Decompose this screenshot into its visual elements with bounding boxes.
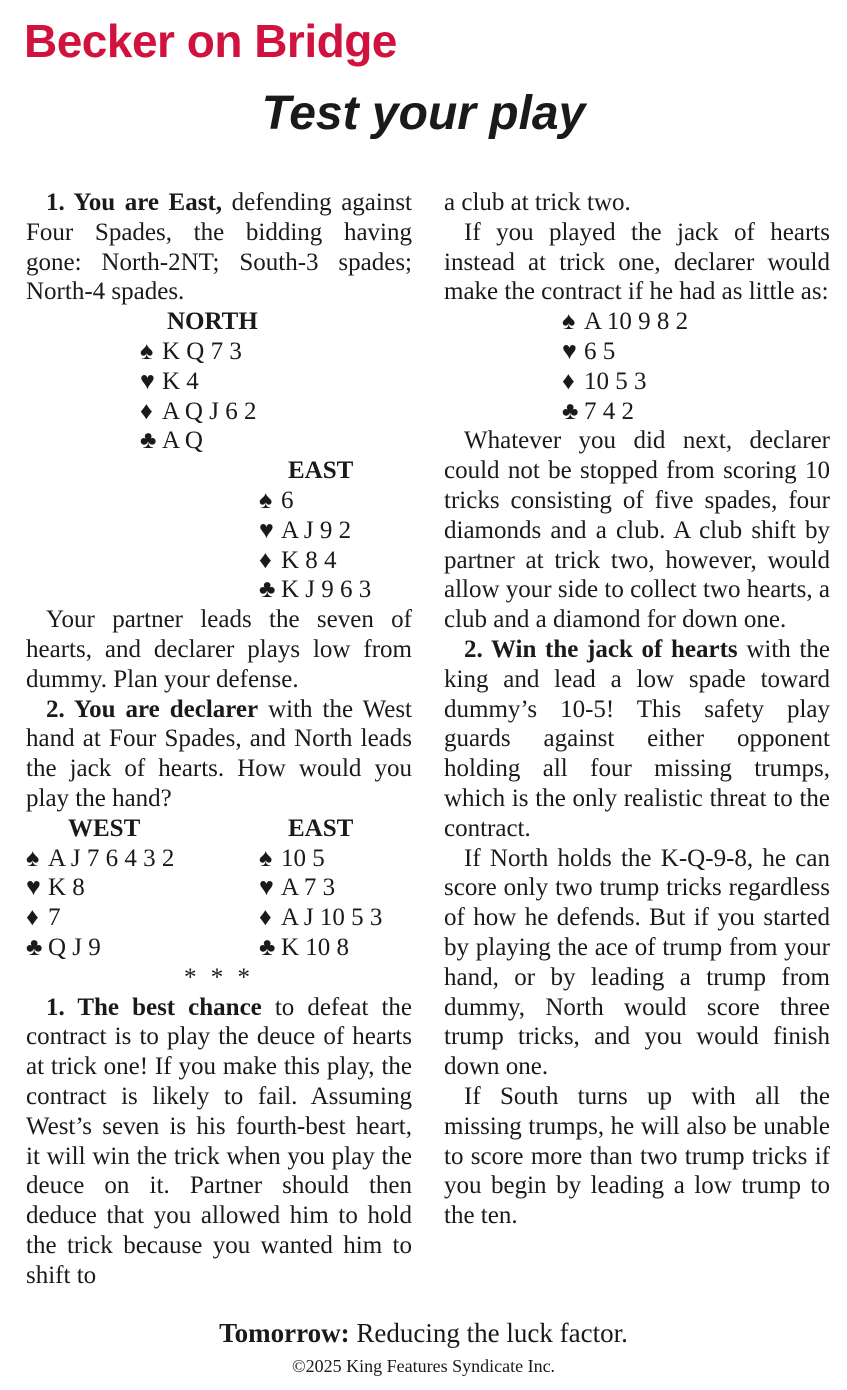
problem-1-text [26,188,412,307]
answer-2-text [444,635,830,844]
east1-clubs-cards: K J 9 6 3 [281,576,372,604]
club-icon: ♣ [140,427,157,455]
south-spades [562,307,830,337]
north-hearts-cards: K 4 [162,367,199,395]
answer-1-alt: If you played the jack of hearts instead at trick one, declarer would make the contract if he had as little as: [444,218,830,306]
tomorrow-text: Reducing the luck factor. [349,1318,628,1348]
west-spades-cards: A J 7 6 4 3 2 [48,844,175,872]
south-clubs [562,397,830,427]
west-hand [26,814,174,963]
diamond-icon: ♦ [259,904,272,932]
problem-2-lead: 2. You are declarer [46,695,259,723]
page-headline: Test your play [261,87,586,140]
heart-icon: ♥ [259,516,274,544]
spade-icon: ♠ [26,844,40,872]
east2-hearts-cards: A 7 3 [281,874,336,902]
east2-spades [259,844,382,874]
problem-2-text [26,695,412,814]
west-hearts [26,873,174,903]
north-diamonds [140,397,412,427]
south-hearts [562,337,830,367]
answer-1-lead: 1. The best chance [46,993,262,1021]
south-spades-cards: A 10 9 8 2 [584,308,689,336]
east2-clubs-cards: K 10 8 [281,933,350,961]
answer-2-north: If North holds the K-Q-9-8, he can score only two trump tricks regardless of how he defends. But if you started by playing the ace of trump from your hand, or by leading a trump from dummy, North would score three trump tricks, and you would finish down one. [444,844,830,1081]
problem-2-body: with the West hand at Four Spades, and North leads the jack of hearts. How would you play the hand? [26,695,412,812]
east2-diamonds-cards: A J 10 5 3 [281,904,383,932]
answer-1-body: to defeat the contract is to play the deuce of hearts at trick one! If you make this play, the contract is likely to fail. Assuming West’s seven is his fourth-best heart, it will win the trick when you play the deuce on it. Partner should then deduce that you allowed him to hold the trick because you wanted him to shift to [26,993,412,1289]
answer-1-continued: a club at trick two. [444,189,631,216]
south-clubs-cards: 7 4 2 [584,397,634,425]
east-hand-1 [259,456,412,605]
spade-icon: ♠ [140,337,154,365]
north-hearts [140,367,412,397]
answer-2-body: with the king and lead a low spade toward dummy’s 10-5! This safety play guards against either opponent holding all four missing trumps, which is the only realistic threat to the contract. [444,635,830,842]
east1-diamonds [259,546,412,576]
east2-hearts [259,873,382,903]
south-diamonds [562,367,830,397]
problem-1-lead: 1. You are East, [46,189,223,216]
north-spades-cards: K Q 7 3 [162,337,242,365]
spade-icon: ♠ [259,844,273,872]
left-column [26,188,412,1291]
east-label-2: EAST [288,814,354,842]
east2-clubs [259,933,382,963]
east1-diamonds-cards: K 8 4 [281,546,337,574]
club-icon: ♣ [259,576,276,604]
club-icon: ♣ [26,933,43,961]
tomorrow-label: Tomorrow: [219,1318,350,1348]
club-icon: ♣ [562,397,579,425]
north-spades [140,337,412,367]
west-spades [26,844,174,874]
answer-1-conclusion: Whatever you did next, declarer could not be stopped from scoring 10 tricks consisting of five spades, four diamonds and a club. A club shift by partner at trick two, however, would allow your side to collect two hearts, a club and a diamond for down one. [444,427,830,634]
east1-clubs [259,575,412,605]
west-diamonds-cards: 7 [48,904,61,932]
club-icon: ♣ [259,933,276,961]
west-diamonds [26,903,174,933]
south-diamonds-cards: 10 5 3 [584,367,647,395]
heart-icon: ♥ [259,874,274,902]
east2-spades-cards: 10 5 [281,844,325,872]
east1-hearts [259,516,412,546]
west-clubs [26,933,174,963]
west-clubs-cards: Q J 9 [48,933,101,961]
answer-2-lead: 2. Win the jack of hearts [464,635,738,663]
diamond-icon: ♦ [140,397,153,425]
north-clubs-cards: A Q [162,427,203,455]
east1-spades [259,486,412,516]
spade-icon: ♠ [259,486,273,514]
south-hand [562,307,830,426]
diamond-icon: ♦ [259,546,272,574]
west-east-hands [26,814,412,963]
tomorrow-teaser [0,1318,847,1349]
east2-diamonds [259,903,382,933]
south-hearts-cards: 6 5 [584,337,616,365]
east1-hearts-cards: A J 9 2 [281,516,352,544]
north-diamonds-cards: A Q J 6 2 [162,397,257,425]
right-column [444,188,830,1231]
diamond-icon: ♦ [562,367,575,395]
spade-icon: ♠ [562,308,576,336]
north-clubs [140,426,412,456]
east-hand-2 [259,814,382,963]
problem-1-question: Your partner leads the seven of hearts, and declarer plays low from dummy. Plan your defense. [26,606,412,693]
east-label-1: EAST [288,457,354,485]
heart-icon: ♥ [26,874,41,902]
copyright: ©2025 King Features Syndicate Inc. [291,1356,556,1376]
east1-spades-cards: 6 [281,486,294,514]
north-hand [140,307,412,456]
brand-title: Becker on Bridge [24,15,397,67]
west-label: WEST [68,814,141,842]
answer-1-text [26,993,412,1291]
north-label: NORTH [167,308,258,336]
answer-2-south: If South turns up with all the missing trumps, he will also be unable to score more than two trump tricks if you begin by leading a low trump to the ten. [444,1082,830,1230]
west-hearts-cards: K 8 [48,874,85,902]
section-divider: * * * [184,963,254,991]
problem-1-body: defending against Four Spades, the bidding having gone: North-2NT; South-3 spades; North-4 spades. [26,189,413,306]
diamond-icon: ♦ [26,904,39,932]
heart-icon: ♥ [562,337,577,365]
heart-icon: ♥ [140,367,155,395]
